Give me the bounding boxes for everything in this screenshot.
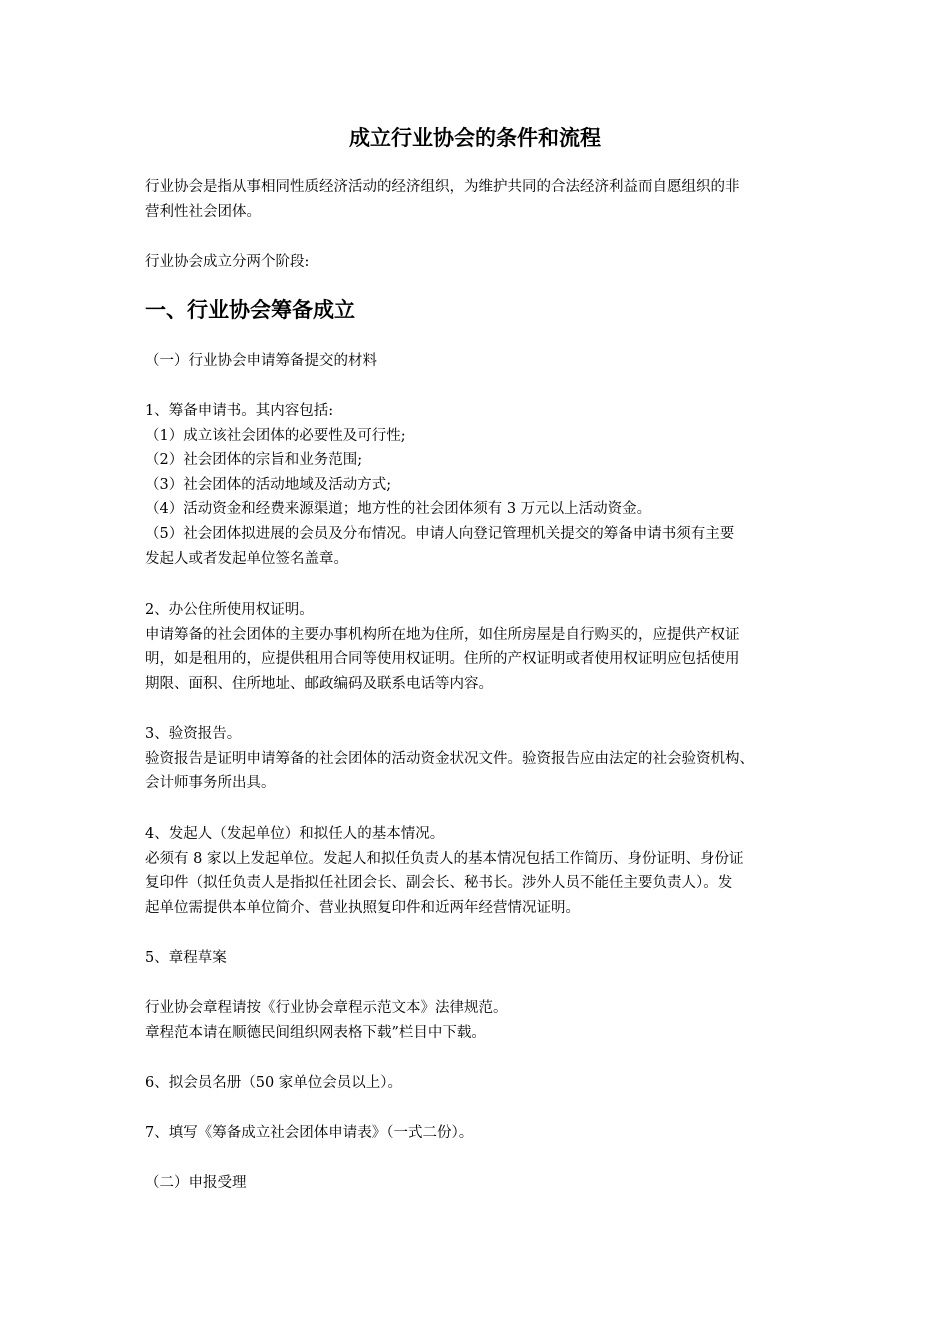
item2-line: 明，如是租用的，应提供租用合同等使用权证明。住所的产权证明或者使用权证明应包括使用: [145, 651, 740, 668]
item1-line: （3）社会团体的活动地域及活动方式;: [145, 476, 392, 493]
item1-line: （5）社会团体拟进展的会员及分布情况。申请人向登记管理机关提交的筹备申请书须有主要: [145, 525, 735, 542]
item3-line: 验资报告是证明申请筹备的社会团体的活动资金状况文件。验资报告应由法定的社会验资机构、: [145, 750, 754, 767]
item6-line: 6、拟会员名册（50 家单位会员以上）。: [145, 1075, 403, 1091]
item2-line: 申请筹备的社会团体的主要办事机构所在地为住所，如住所房屋是自行购买的，应提供产权证: [145, 626, 740, 643]
item4-line: 起单位需提供本单位简介、营业执照复印件和近两年经营情况证明。: [145, 899, 580, 916]
item4-line: 4、发起人（发起单位）和拟任人的基本情况。: [145, 826, 445, 842]
item5-line: 章程范本请在顺德民间组织网表格下载”栏目中下载。: [145, 1024, 486, 1041]
intro-line: 行业协会是指从事相同性质经济活动的经济组织，为维护共同的合法经济利益而自愿组织的非: [145, 179, 740, 195]
item1-paragraph: [145, 399, 810, 571]
item3-line: 3、验资报告。: [145, 726, 242, 742]
item2-paragraph: [145, 598, 810, 696]
subsection1-heading: （一）行业协会申请筹备提交的材料: [145, 353, 377, 369]
subsection2-heading: （二）申报受理: [145, 1175, 247, 1191]
item1-line: 1、筹备申请书。其内容包括:: [145, 403, 334, 419]
intro-line: 营利性社会团体。: [145, 203, 261, 220]
item1-line: （4）活动资金和经费来源渠道；地方性的社会团体须有 3 万元以上活动资金。: [145, 501, 652, 518]
item1-line: （1）成立该社会团体的必要性及可行性;: [145, 427, 406, 444]
item4-line: 必须有 8 家以上发起单位。发起人和拟任负责人的基本情况包括工作简历、身份证明、身份证: [145, 850, 744, 867]
item5-line: 行业协会章程请按《行业协会章程示范文本》法律规范。: [145, 1000, 508, 1016]
item1-line: （2）社会团体的宗旨和业务范围;: [145, 452, 363, 469]
item2-line: 期限、面积、住所地址、邮政编码及联系电话等内容。: [145, 675, 493, 692]
document-title: 成立行业协会的条件和流程: [349, 126, 601, 150]
intro-paragraph: [145, 175, 810, 224]
section1-heading: 一、行业协会筹备成立: [145, 297, 355, 322]
item5-heading: 5、章程草案: [145, 950, 227, 966]
item3-line: 会计师事务所出具。: [145, 775, 276, 792]
item1-line: 发起人或者发起单位签名盖章。: [145, 550, 348, 567]
item7-line: 7、填写《筹备成立社会团体申请表》（一式二份）。: [145, 1125, 474, 1141]
item2-line: 2、办公住所使用权证明。: [145, 602, 314, 618]
item5-body: [145, 996, 810, 1045]
item3-paragraph: [145, 722, 810, 796]
item4-paragraph: [145, 822, 810, 920]
stages-intro: 行业协会成立分两个阶段:: [145, 254, 310, 270]
item4-line: 复印件（拟任负责人是指拟任社团会长、副会长、秘书长。涉外人员不能任主要负责人）。发: [145, 875, 733, 892]
